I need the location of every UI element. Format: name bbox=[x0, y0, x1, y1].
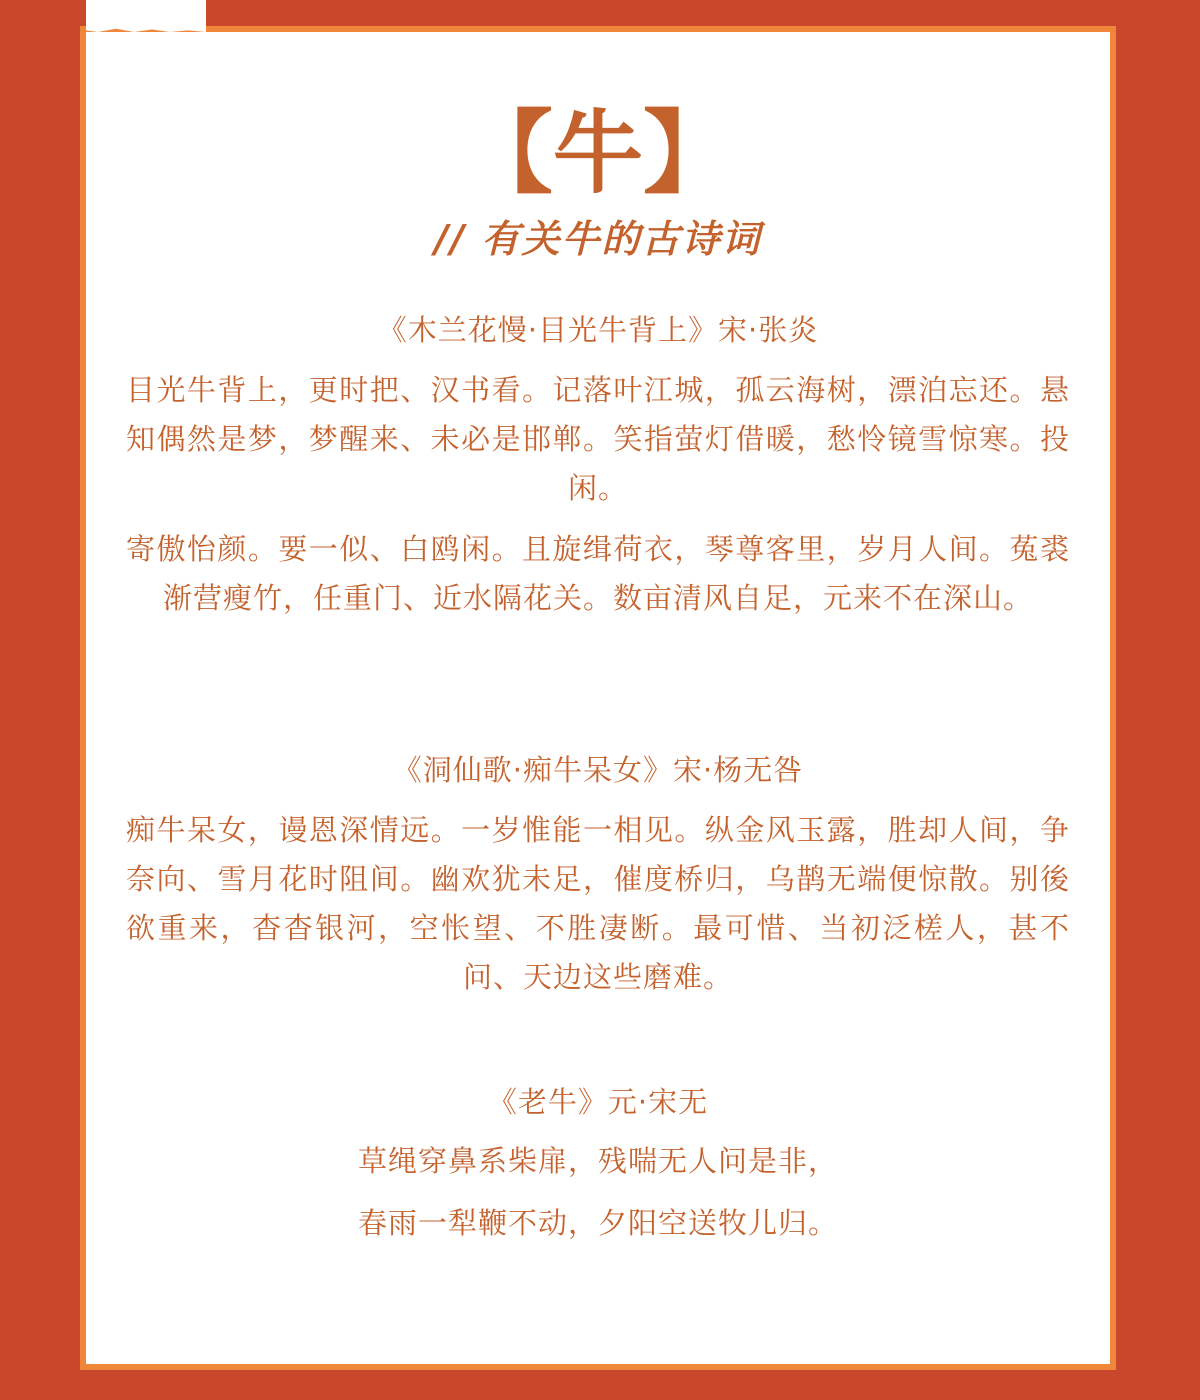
poem-paragraph: 寄傲怡颜。要一似、白鸥闲。且旋缉荷衣，琴尊客里，岁月人间。菟裘渐营瘦竹，任重门、近水隔花关。数亩清风自足，元来不在深山。 bbox=[126, 532, 1070, 615]
orange-frame bbox=[80, 26, 1116, 1370]
poem-heading: 《老牛》元·宋无 bbox=[487, 1085, 709, 1119]
poem-2 bbox=[126, 750, 1070, 1002]
poem-3 bbox=[126, 1082, 1070, 1254]
poem-heading: 《木兰花慢·目光牛背上》宋·张炎 bbox=[377, 313, 819, 347]
poem-paragraph: 目光牛背上，更时把、汉书看。记落叶江城，孤云海树，漂泊忘还。悬知偶然是梦，梦醒来、未必是邯郸。笑指萤灯借暖，愁怜镜雪惊寒。投闲。 bbox=[126, 373, 1070, 505]
poem-paragraph: 痴牛呆女，谩恩深情远。一岁惟能一相见。纵金风玉露，胜却人间，争奈向、雪月花时阻间。幽欢犹未足，催度桥归，乌鹊无端便惊散。别後欲重来，杳杳银河，空怅望、不胜凄断。最可惜、当初泛槎人，甚不问、天边这些磨难。 bbox=[126, 813, 1070, 994]
poem-1 bbox=[126, 310, 1070, 623]
poem-line: 草绳穿鼻系柴扉，残喘无人问是非， bbox=[357, 1144, 838, 1178]
poem-heading: 《洞仙歌·痴牛呆女》宋·杨无咎 bbox=[392, 753, 804, 787]
page-subtitle: // 有关牛的古诗词 bbox=[434, 217, 762, 261]
torn-paper-corner bbox=[86, 0, 206, 32]
poem-line: 春雨一犁鞭不动，夕阳空送牧儿归。 bbox=[357, 1206, 838, 1240]
page-title: 【牛】 bbox=[463, 101, 733, 206]
paper-card bbox=[86, 32, 1110, 1364]
content bbox=[86, 32, 1110, 1364]
